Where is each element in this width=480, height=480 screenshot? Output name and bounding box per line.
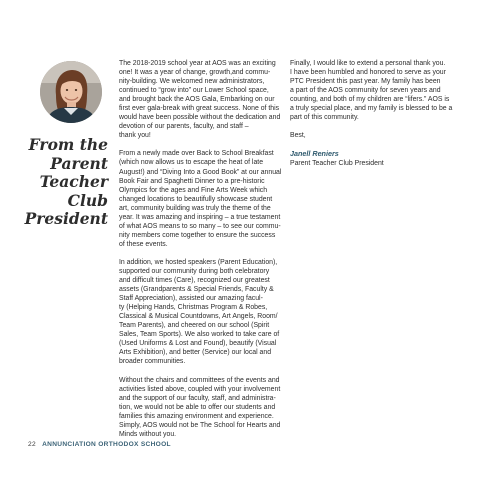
text-line: of what AOS means to so many – to see our commu-: [119, 222, 281, 230]
text-line: Finally, I would like to extend a personal thank you.: [290, 60, 446, 67]
heading-line: From the: [28, 135, 108, 154]
page-footer: [28, 441, 171, 448]
text-line: and difficult times (Care), recognized our greatest: [119, 277, 270, 285]
text-line: first ever gala-break with great success. None of this: [119, 105, 280, 113]
text-line: Classical & Musical Countdowns, Art Angels, Room/: [119, 313, 278, 321]
text-line: Minds without you.: [119, 430, 177, 438]
text-line: of these events.: [119, 240, 168, 248]
text-line: August!) and “Diving Into a Good Book” at our annual: [119, 168, 282, 176]
text-line: broader communities.: [119, 358, 186, 366]
text-line: continued to “grow into” our Lower School space,: [119, 87, 269, 95]
text-line: and the support of our faculty, staff, and administra-: [119, 394, 276, 402]
text-line: a part of the AOS community for seven years and: [290, 87, 441, 95]
text-line: Best,: [290, 132, 306, 140]
text-line: art, community building was truly the theme of the: [119, 204, 271, 212]
text-line: nity members come together to ensure the success: [119, 231, 276, 239]
page-number: 22: [28, 441, 36, 448]
text-line: part of this community.: [290, 114, 359, 122]
text-line: tion, we would not be able to offer our students and: [119, 403, 276, 411]
closing-paragraphs: [290, 59, 452, 140]
text-line: and brought back the AOS Gala, Embarking on our: [119, 96, 275, 104]
text-line: Book Fair and Spaghetti Dinner to a pre-historic: [119, 177, 265, 185]
signature-name: Janell Reniers: [290, 149, 339, 159]
text-line: PTC President this past year. My family has been: [290, 78, 441, 86]
text-line: In addition, we hosted speakers (Parent Education),: [119, 258, 278, 266]
portrait-photo: [40, 61, 102, 123]
text-line: activities listed above, coupled with your involvement: [119, 385, 281, 393]
heading-line: President: [24, 209, 108, 228]
text-line: ty (Helping Hands, Christmas Program & Robes,: [119, 304, 268, 312]
text-line: (which now allows us to escape the heat of late: [119, 159, 264, 167]
letter-column-right: [290, 59, 452, 168]
text-line: From a newly made over Back to School Breakfast: [119, 150, 274, 158]
text-line: thank you!: [119, 132, 151, 140]
text-line: Olympics for the ages and Fine Arts Week which: [119, 186, 268, 194]
school-name: ANNUNCIATION ORTHODOX SCHOOL: [42, 441, 171, 448]
text-line: Simply, AOS would not be The School for Hearts and: [119, 421, 281, 429]
text-line: supported our community during both celebratory: [119, 267, 270, 275]
text-line: Staff Appreciation), assisted our amazing facul-: [119, 295, 263, 303]
text-line: would have been possible without the dedication and: [119, 114, 281, 122]
text-line: The 2018-2019 school year at AOS was an exciting: [119, 60, 276, 67]
letter-column-left: [119, 59, 281, 439]
text-line: Arts Exhibition), and better (Service) our local and: [119, 349, 272, 357]
text-line: I have been humbled and honored to serve as your: [290, 69, 446, 77]
text-line: counting, and both of my children are “lifers.” AOS is: [290, 96, 450, 104]
section-heading: [18, 136, 108, 229]
text-line: families this amazing environment and experience.: [119, 412, 274, 420]
heading-line: Parent: [50, 153, 108, 173]
heading-line: Club: [67, 190, 108, 210]
text-line: a truly special place, and my family is blessed to be a: [290, 105, 453, 113]
text-line: devotion of our parents, faculty, and staff –: [119, 123, 249, 131]
text-line: assets (Grandparents & Special Friends, Faculty &: [119, 286, 274, 294]
text-line: changed locations to beautifully showcase student: [119, 195, 273, 203]
text-line: Team Parents), and cheered on our school (Spirit: [119, 322, 270, 330]
text-line: one! It was a year of change, growth,and commu-: [119, 69, 271, 77]
text-line: nity-building. We welcomed new administrators,: [119, 78, 265, 86]
signature-title: Parent Teacher Club President: [290, 160, 384, 168]
text-line: Sales, Team Sports). We also worked to take care of: [119, 331, 280, 339]
text-line: (Used Uniforms & Lost and Found), beautify (Visual: [119, 340, 277, 348]
portrait-icon: [40, 61, 102, 123]
text-line: Without the chairs and committees of the events and: [119, 376, 280, 384]
heading-line: Teacher: [39, 172, 108, 191]
text-line: year. It was amazing and inspiring – a true testament: [119, 213, 281, 221]
